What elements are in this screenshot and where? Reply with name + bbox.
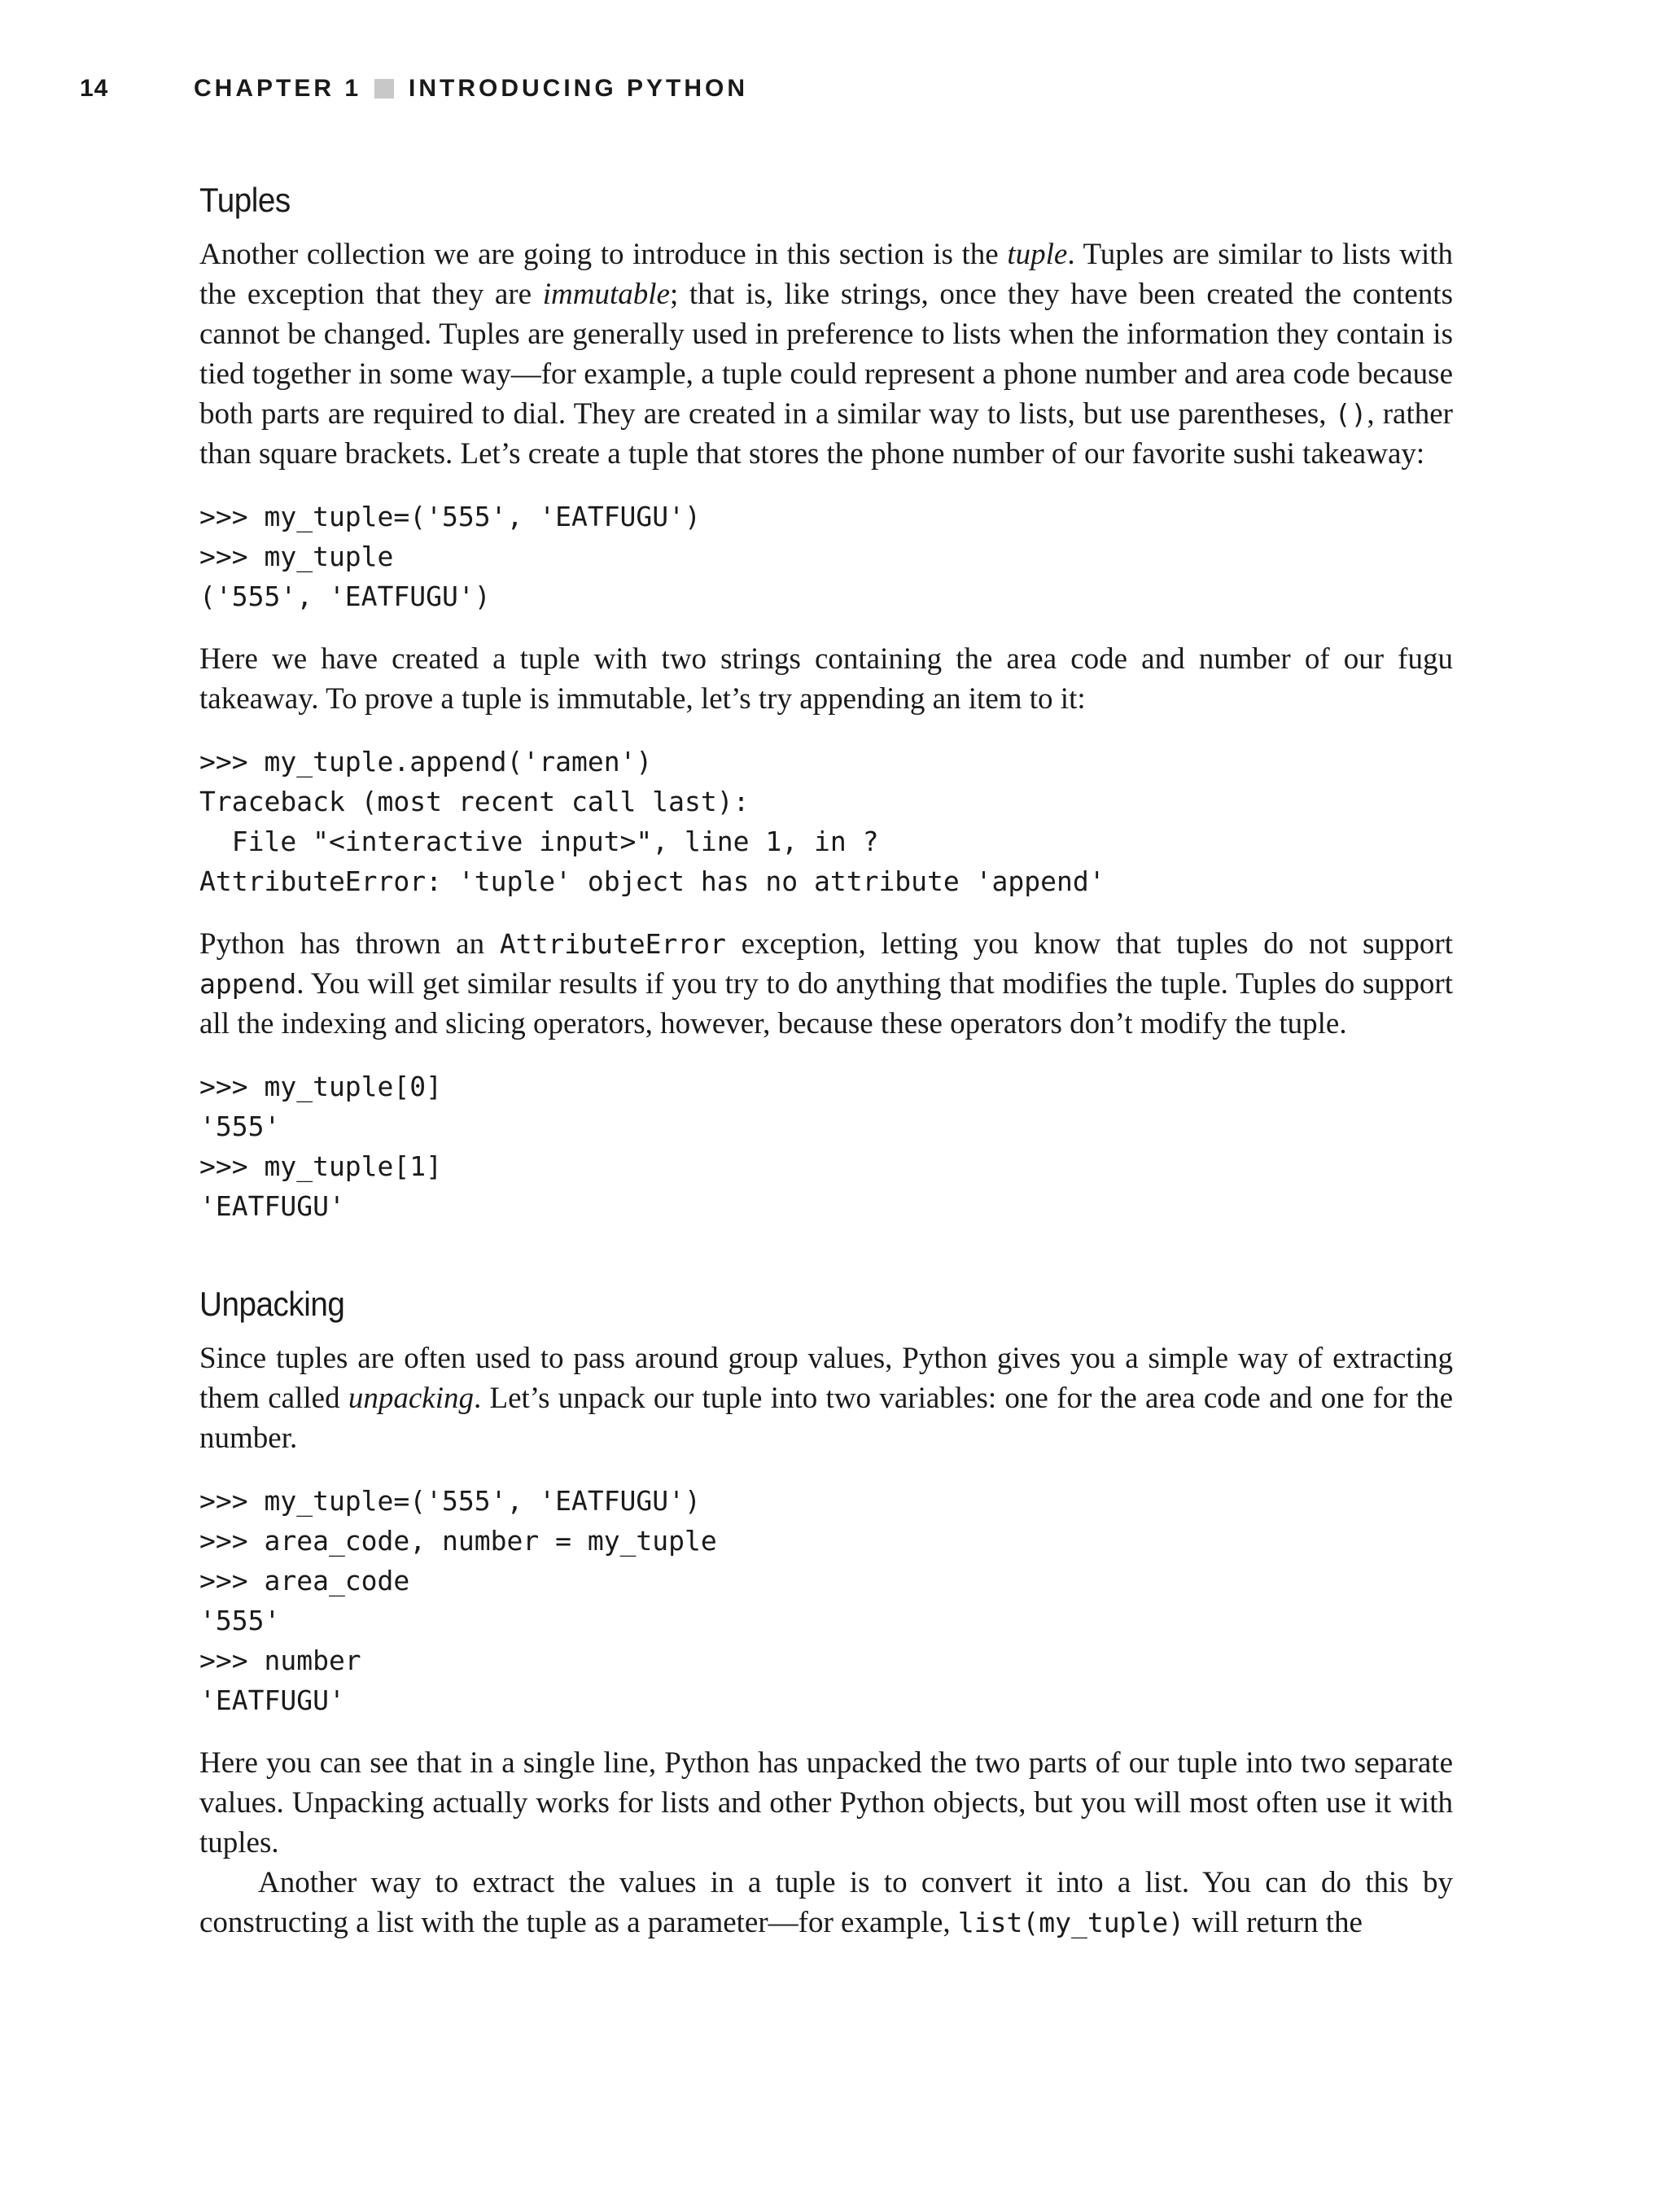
text-run: Another collection we are going to introduce in this section is the bbox=[199, 238, 1008, 271]
text-run: ; that is, like strings, once they have been created the contents cannot be changed. Tuples are generally used in preference to lists when the information they contain is tied together in some way—for example, a tuple could represent a phone number and area code because both parts are required to dial. They are created in a similar way to lists, but use parentheses, bbox=[199, 278, 1453, 431]
text-run: Since tuples are often used to pass around group values, Python gives you a simple way of extracting them called bbox=[199, 1342, 1453, 1415]
paragraph bbox=[199, 1863, 1453, 1943]
text-run: Python has thrown an bbox=[199, 927, 500, 961]
chapter-header bbox=[194, 75, 748, 103]
text-run: . Tuples are similar to lists with the exception that they are bbox=[199, 238, 1454, 311]
inline-code: () bbox=[1334, 398, 1367, 430]
text-run: Another way to extract the values in a tuple is to convert it into a list. You can do this by constructing a list with the tuple as a parameter—for example, bbox=[199, 1866, 1453, 1939]
page-body bbox=[199, 181, 1453, 1965]
code-block: >>> my_tuple.append('ramen') Traceback (most recent call last): File "<interactive input>", line 1, in ? AttributeError: 'tuple' object has no attribute 'append' bbox=[199, 746, 1105, 897]
code-block: >>> my_tuple=('555', 'EATFUGU') >>> area_code, number = my_tuple >>> area_code '555' >>> number 'EATFUGU' bbox=[199, 1485, 717, 1716]
paragraph bbox=[199, 924, 1453, 1044]
inline-code: append bbox=[199, 968, 297, 1000]
section-heading-unpacking: Unpacking bbox=[199, 1285, 345, 1323]
text-run: . You will get similar results if you try to do anything that modifies the tuple. Tuples do support all the indexing and slicing operators, however, because these operators don’t modify the tuple. bbox=[199, 967, 1453, 1040]
paragraph: Here we have created a tuple with two strings containing the area code and number of our fugu takeaway. To prove a tuple is immutable, let’s try appending an item to it: bbox=[199, 642, 1453, 716]
chapter-title: INTRODUCING PYTHON bbox=[409, 75, 749, 102]
inline-code: AttributeError bbox=[499, 928, 726, 960]
text-run: will return the bbox=[1184, 1906, 1363, 1939]
page-number: 14 bbox=[80, 75, 109, 102]
section-heading-tuples: Tuples bbox=[199, 181, 291, 219]
emphasis-text: unpacking bbox=[348, 1382, 474, 1415]
chapter-label: CHAPTER 1 bbox=[194, 75, 362, 102]
inline-code: list(my_tuple) bbox=[957, 1907, 1185, 1938]
text-run: . Let’s unpack our tuple into two variables: one for the area code and one for the number. bbox=[199, 1382, 1454, 1455]
paragraph bbox=[199, 1338, 1453, 1458]
paragraph: Here you can see that in a single line, Python has unpacked the two parts of our tuple into two separate values. Unpacking actually works for lists and other Python objects, but you will most often use it with tuples. bbox=[199, 1746, 1453, 1859]
text-run: exception, letting you know that tuples do not support bbox=[725, 927, 1453, 961]
emphasis-text: immutable bbox=[542, 278, 670, 311]
separator-square-icon bbox=[374, 79, 394, 99]
code-block: >>> my_tuple[0] '555' >>> my_tuple[1] 'EATFUGU' bbox=[199, 1071, 443, 1222]
paragraph bbox=[199, 234, 1453, 474]
emphasis-text: tuple bbox=[1007, 238, 1068, 271]
running-header bbox=[0, 75, 1667, 116]
code-block: >>> my_tuple=('555', 'EATFUGU') >>> my_tuple ('555', 'EATFUGU') bbox=[199, 501, 701, 612]
text-run: , rather than square brackets. Let’s create a tuple that stores the phone number of our favorite sushi takeaway: bbox=[199, 397, 1453, 471]
